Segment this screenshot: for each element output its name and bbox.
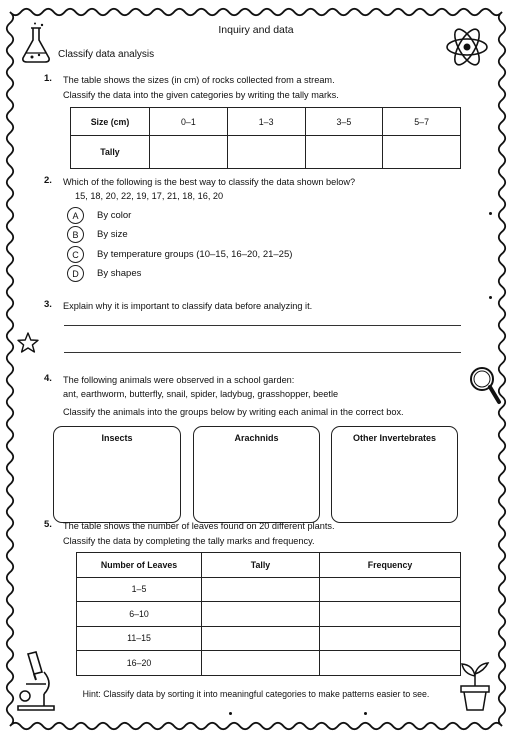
tally-cell[interactable] (202, 602, 320, 627)
hint-text: Hint: Classify data by sorting it into meaningful categories to make patterns easier to see. (82, 689, 430, 699)
frequency-cell[interactable] (320, 602, 461, 627)
tally-cell[interactable] (383, 136, 461, 169)
frequency-cell[interactable] (320, 651, 461, 676)
q1-text-line1: The table shows the sizes (in cm) of rocks collected from a stream. (63, 75, 335, 85)
q5-text-line2: Classify the data by completing the tally marks and frequency. (63, 536, 315, 546)
frequency-cell[interactable] (320, 577, 461, 602)
q1-size-table (70, 107, 461, 169)
leaves-range-cell: 16–20 (77, 651, 202, 676)
group-box-insects[interactable] (53, 426, 181, 523)
option-letter: B (67, 226, 84, 243)
group-box-arachnids[interactable] (193, 426, 320, 523)
box-label: Insects (101, 433, 133, 443)
answer-line[interactable] (64, 352, 461, 353)
tally-cell[interactable] (227, 136, 305, 169)
leaves-range-cell: 11–15 (77, 626, 202, 651)
answer-line[interactable] (64, 325, 461, 326)
tally-cell[interactable] (305, 136, 383, 169)
leaves-range-cell: 6–10 (77, 602, 202, 627)
q2-text: Which of the following is the best way to classify the data shown below? (63, 177, 356, 187)
option-letter: A (67, 207, 84, 224)
tally-cell[interactable] (202, 577, 320, 602)
table-row (71, 108, 461, 136)
q2-option-d[interactable] (67, 265, 141, 282)
tally-cell[interactable] (202, 651, 320, 676)
q5-text-line1: The table shows the number of leaves found on 20 different plants. (63, 521, 335, 531)
decor-dot (364, 712, 367, 715)
group-box-other-invertebrates[interactable] (331, 426, 458, 523)
table-row (77, 602, 461, 627)
star-icon (16, 331, 40, 355)
leaves-range-cell: 1–5 (77, 577, 202, 602)
row-header-size: Size (cm) (71, 108, 150, 136)
q2-data: 15, 18, 20, 22, 19, 17, 21, 18, 16, 20 (75, 191, 224, 201)
column-header: 5–7 (383, 108, 461, 136)
q5-number: 5. (44, 519, 52, 530)
option-letter: D (67, 265, 84, 282)
q1-text (63, 73, 339, 103)
decor-dot (489, 296, 492, 299)
option-label: By shapes (97, 268, 142, 279)
q4-number: 4. (44, 373, 52, 384)
option-letter: C (67, 246, 84, 263)
decor-dot (489, 212, 492, 215)
table-row (77, 553, 461, 578)
option-label: By size (97, 229, 128, 240)
microscope-icon (14, 650, 60, 712)
q4-text: The following animals were observed in a school garden: (63, 375, 295, 385)
q1-text-line2: Classify the data into the given categories by writing the tally marks. (63, 90, 339, 100)
table-row (77, 626, 461, 651)
decor-dot (229, 712, 232, 715)
page-subtitle: Classify data analysis (58, 49, 155, 60)
column-header: 3–5 (305, 108, 383, 136)
tally-cell[interactable] (202, 626, 320, 651)
column-header: Tally (202, 553, 320, 578)
table-row (71, 136, 461, 169)
q2-option-a[interactable] (67, 207, 131, 224)
q4-animals: ant, earthworm, butterfly, snail, spider, ladybug, grasshopper, beetle (63, 389, 339, 399)
q4-instruction: Classify the animals into the groups below by writing each animal in the correct box. (63, 407, 404, 417)
q5-leaves-table (76, 552, 461, 676)
frequency-cell[interactable] (320, 626, 461, 651)
table-row (77, 577, 461, 602)
page-title: Inquiry and data (218, 24, 294, 36)
q3-text: Explain why it is important to classify data before analyzing it. (63, 301, 313, 311)
magnifier-icon (468, 365, 502, 405)
q2-option-c[interactable] (67, 246, 292, 263)
box-label: Other Invertebrates (352, 433, 437, 443)
row-header-tally: Tally (71, 136, 150, 169)
column-header: Number of Leaves (77, 553, 202, 578)
option-label: By color (97, 210, 132, 221)
tally-cell[interactable] (150, 136, 228, 169)
option-label: By temperature groups (10–15, 16–20, 21–25) (97, 249, 293, 260)
table-row (77, 651, 461, 676)
q2-option-b[interactable] (67, 226, 128, 243)
column-header: 1–3 (227, 108, 305, 136)
plant-pot-icon (456, 662, 494, 712)
atom-icon (444, 24, 490, 70)
box-label: Arachnids (234, 433, 279, 443)
column-header: Frequency (320, 553, 461, 578)
q3-number: 3. (44, 299, 52, 310)
flask-icon (18, 22, 54, 66)
q2-number: 2. (44, 175, 52, 186)
column-header: 0–1 (150, 108, 228, 136)
q5-text (63, 519, 335, 549)
q1-number: 1. (44, 73, 52, 84)
